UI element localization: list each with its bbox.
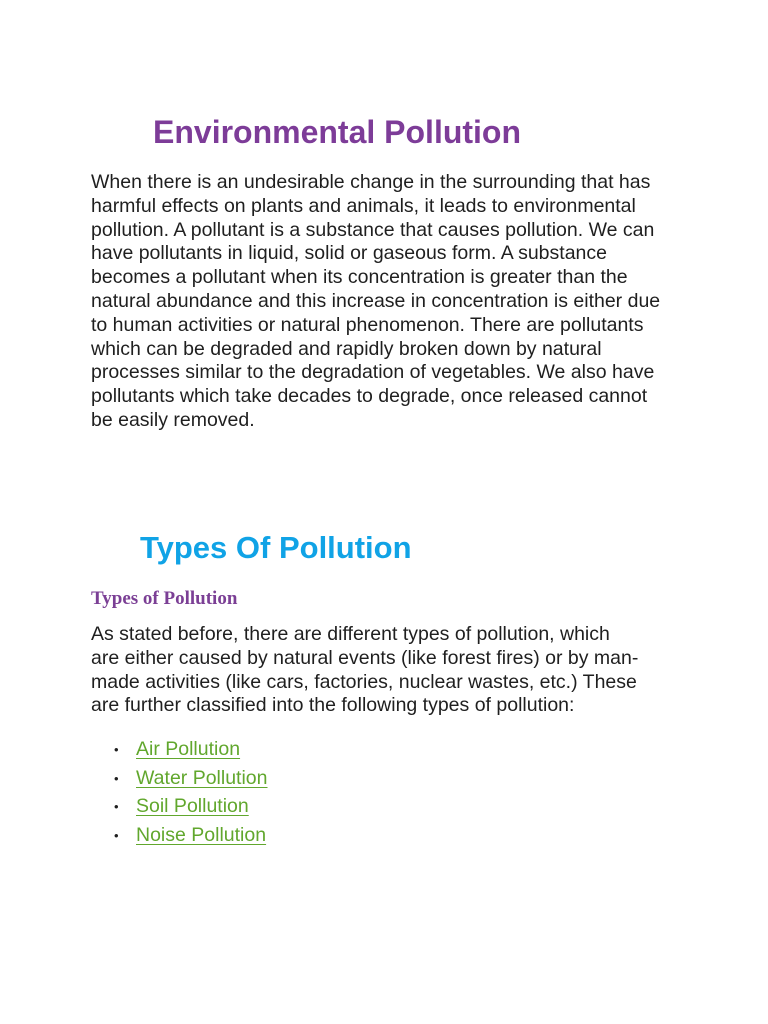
list-item — [110, 765, 268, 794]
intro-line: pollution. A pollutant is a substance that causes pollution. We can — [91, 218, 655, 241]
page-title: Environmental Pollution — [153, 114, 522, 150]
intro-line: which can be degraded and rapidly broken down by natural — [91, 337, 602, 360]
types-paragraph — [91, 623, 638, 718]
list-item — [110, 822, 268, 851]
air-pollution-link[interactable]: Air Pollution — [136, 738, 241, 760]
bullet-icon: • — [114, 742, 119, 757]
intro-line: harmful effects on plants and animals, it leads to environmental — [91, 194, 636, 217]
intro-paragraph — [91, 171, 660, 433]
intro-line: natural abundance and this increase in concentration is either due — [91, 289, 661, 312]
intro-line: have pollutants in liquid, solid or gaseous form. A substance — [91, 242, 607, 265]
intro-line: to human activities or natural phenomenon. There are pollutants — [91, 313, 644, 336]
list-item — [110, 736, 268, 765]
intro-line: processes similar to the degradation of vegetables. We also have — [91, 361, 655, 384]
types-subheading: Types of Pollution — [91, 588, 238, 609]
bullet-icon: • — [114, 770, 119, 786]
list-item — [110, 793, 268, 822]
types-line: made activities (like cars, factories, nuclear wastes, etc.) These — [91, 670, 637, 693]
water-pollution-link[interactable]: Water Pollution — [136, 766, 268, 789]
intro-line: pollutants which take decades to degrade, once released cannot — [91, 385, 648, 408]
types-line: As stated before, there are different types of pollution, which — [91, 623, 610, 645]
noise-pollution-link[interactable]: Noise Pollution — [136, 824, 267, 847]
bullet-icon: • — [114, 828, 119, 844]
types-section-title: Types Of Pollution — [140, 530, 412, 565]
soil-pollution-link[interactable]: Soil Pollution — [136, 795, 249, 818]
pollution-types-list — [110, 736, 268, 851]
bullet-icon: • — [114, 799, 119, 815]
intro-line: be easily removed. — [91, 408, 255, 431]
intro-line: becomes a pollutant when its concentration is greater than the — [91, 266, 628, 289]
types-line: are either caused by natural events (like forest fires) or by man- — [91, 646, 639, 669]
intro-line: When there is an undesirable change in the surrounding that has — [91, 171, 651, 193]
types-line: are further classified into the following types of pollution: — [91, 694, 575, 717]
